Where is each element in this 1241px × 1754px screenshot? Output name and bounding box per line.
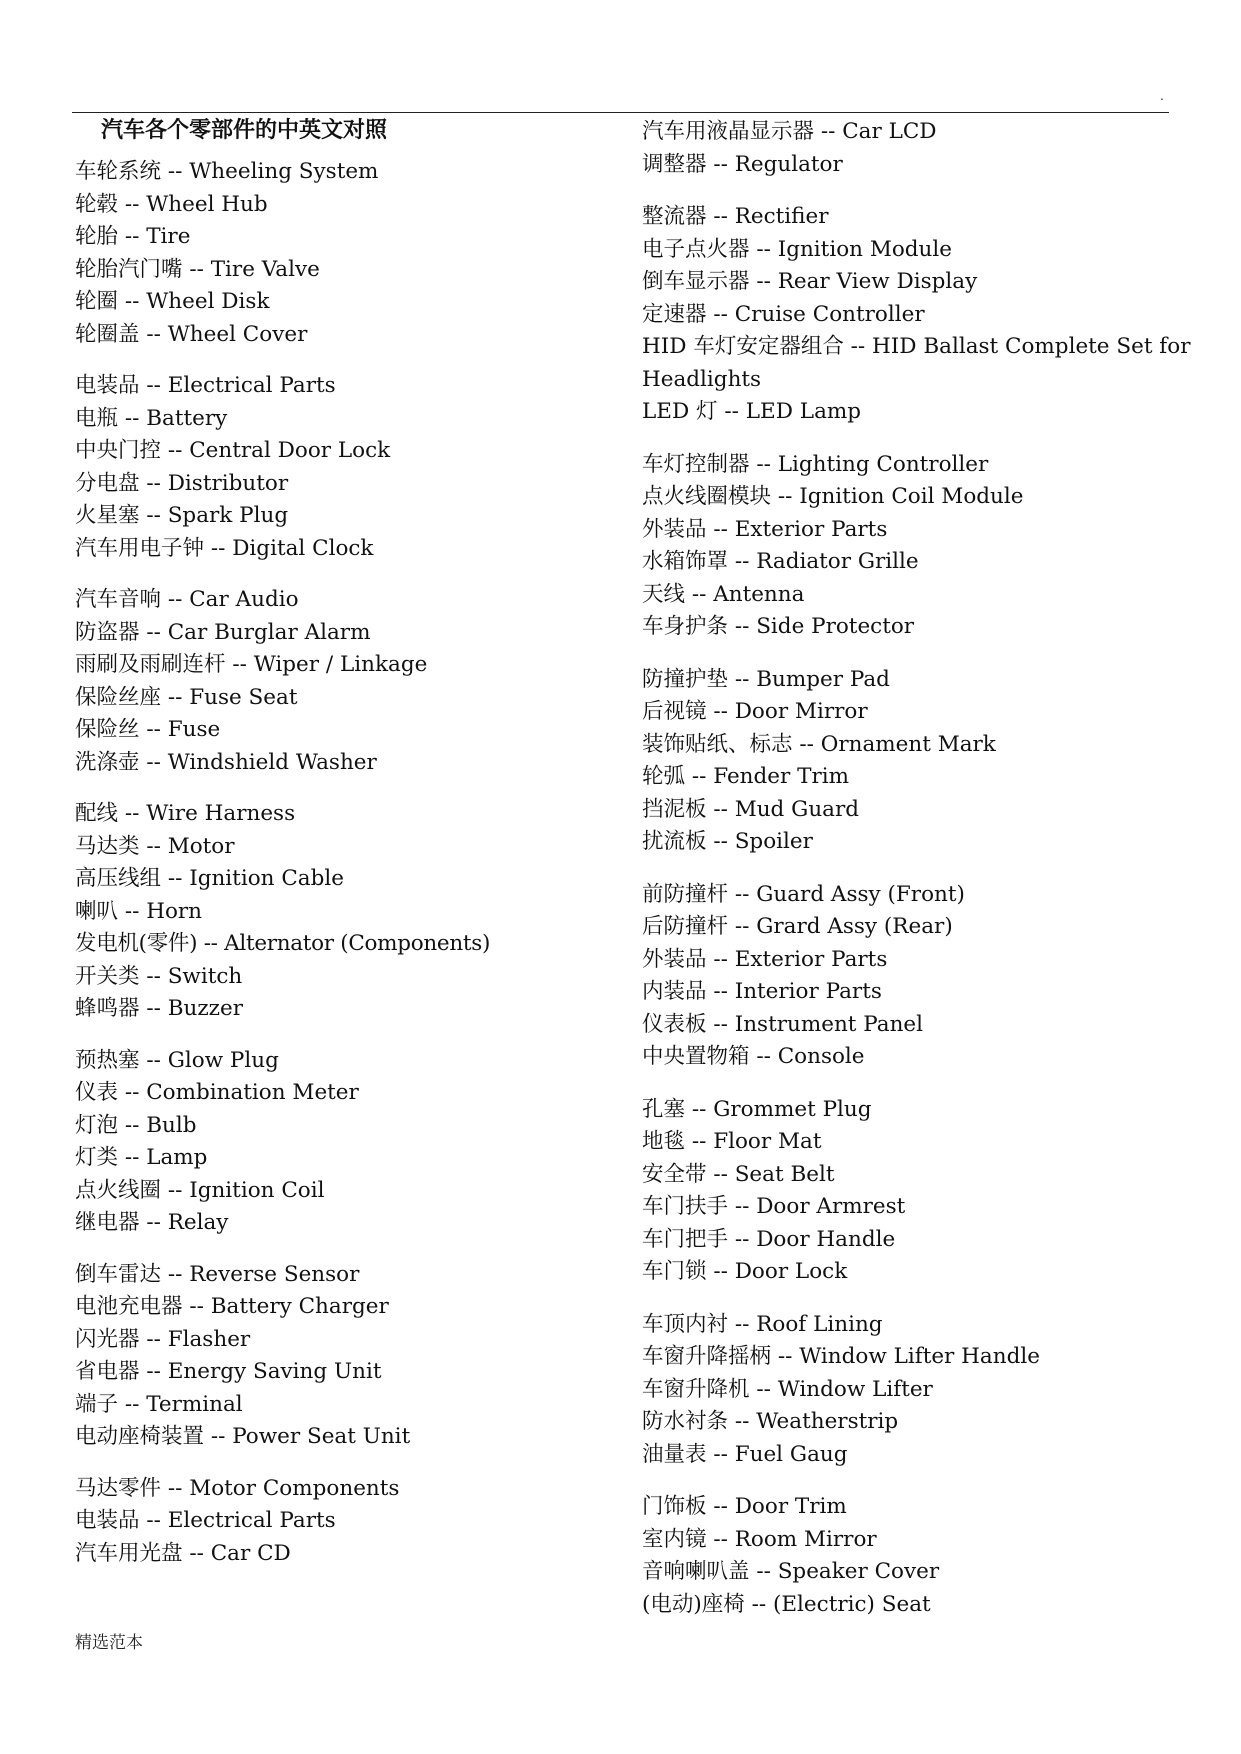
term-entry: 防撞护垫 -- Bumper Pad	[642, 666, 890, 692]
term-entry: 中央门控 -- Central Door Lock	[75, 438, 391, 463]
term-entry: 电装品 -- Electrical Parts	[75, 373, 336, 398]
term-entry: 保险丝座 -- Fuse Seat	[75, 684, 298, 710]
term-entry: 配线 -- Wire Harness	[75, 801, 296, 826]
term-entry: 孔塞 -- Grommet Plug	[642, 1096, 872, 1122]
term-group	[642, 1491, 1197, 1621]
term-entry: 洗涤壶 -- Windshield Washer	[75, 749, 377, 775]
term-entry: (电动)座椅 -- (Electric) Seat	[642, 1591, 931, 1617]
term-entry: 仪表 -- Combination Meter	[75, 1080, 359, 1105]
term-entry: 内装品 -- Interior Parts	[642, 979, 882, 1004]
term-entry: 电动座椅装置 -- Power Seat Unit	[75, 1424, 411, 1449]
header-mark: .	[1160, 87, 1164, 103]
term-entry: 调整器 -- Regulator	[642, 151, 843, 177]
term-entry: 防水衬条 -- Weatherstrip	[642, 1409, 899, 1434]
term-group	[642, 201, 1197, 429]
term-entry: 马达零件 -- Motor Components	[75, 1475, 400, 1501]
term-entry: 轮胎汽门嘴 -- Tire Valve	[75, 256, 320, 282]
footer-note: 精选范本	[75, 1633, 143, 1653]
term-entry: 中央置物箱 -- Console	[642, 1044, 865, 1069]
term-entry: 蜂鸣器 -- Buzzer	[75, 996, 244, 1021]
term-group	[642, 116, 1197, 181]
term-entry: 灯泡 -- Bulb	[75, 1112, 197, 1138]
term-entry: 车窗升降摇柄 -- Window Lifter Handle	[642, 1344, 1040, 1369]
term-entry: 室内镜 -- Room Mirror	[642, 1526, 877, 1552]
term-entry: 车窗升降机 -- Window Lifter	[642, 1376, 933, 1402]
term-entry: 音响喇叭盖 -- Speaker Cover	[642, 1559, 940, 1584]
term-group	[75, 156, 620, 351]
term-entry: 汽车用液晶显示器 -- Car LCD	[642, 119, 937, 144]
term-entry: HID 车灯安定器组合 -- HID Ballast Complete Set for Headlights	[642, 334, 1191, 392]
term-entry: 闪光器 -- Flasher	[75, 1326, 251, 1352]
term-entry: 倒车雷达 -- Reverse Sensor	[75, 1261, 360, 1287]
term-entry: 仪表板 -- Instrument Panel	[642, 1011, 924, 1037]
term-entry: 分电盘 -- Distributor	[75, 470, 289, 496]
term-entry: 车门把手 -- Door Handle	[642, 1226, 896, 1252]
left-column	[75, 116, 620, 1589]
term-entry: 电池充电器 -- Battery Charger	[75, 1294, 389, 1319]
term-entry: 发电机(零件) -- Alternator (Components)	[75, 931, 491, 956]
term-group	[642, 1094, 1197, 1289]
header-rule	[72, 112, 1169, 113]
term-group	[75, 798, 620, 1026]
term-entry: 汽车用电子钟 -- Digital Clock	[75, 535, 374, 561]
term-entry: 门饰板 -- Door Trim	[642, 1494, 847, 1519]
term-entry: 灯类 -- Lamp	[75, 1145, 208, 1170]
term-entry: 前防撞杆 -- Guard Assy (Front)	[642, 881, 965, 907]
term-entry: 车门锁 -- Door Lock	[642, 1259, 848, 1284]
term-entry: 定速器 -- Cruise Controller	[642, 301, 925, 327]
term-group	[75, 1473, 620, 1571]
term-entry: 外装品 -- Exterior Parts	[642, 946, 888, 972]
right-column	[642, 116, 1197, 1641]
term-entry: 防盗器 -- Car Burglar Alarm	[75, 619, 371, 645]
term-entry: 车身护条 -- Side Protector	[642, 614, 915, 639]
term-entry: 地毯 -- Floor Mat	[642, 1129, 822, 1154]
term-entry: 外装品 -- Exterior Parts	[642, 516, 888, 542]
term-entry: 点火线圈模块 -- Ignition Coil Module	[642, 484, 1024, 509]
term-entry: 轮胎 -- Tire	[75, 224, 191, 249]
term-entry: 扰流板 -- Spoiler	[642, 829, 813, 854]
term-entry: 车轮系统 -- Wheeling System	[75, 159, 379, 184]
term-entry: 汽车音响 -- Car Audio	[75, 587, 299, 612]
term-entry: 省电器 -- Energy Saving Unit	[75, 1359, 382, 1384]
term-group	[75, 1045, 620, 1240]
term-entry: 汽车用光盘 -- Car CD	[75, 1540, 291, 1566]
document-title: 汽车各个零部件的中英文对照	[101, 118, 388, 143]
term-group	[75, 370, 620, 565]
term-entry: 点火线圈 -- Ignition Coil	[75, 1177, 325, 1203]
term-group	[642, 449, 1197, 644]
term-entry: 整流器 -- Rectifier	[642, 204, 829, 229]
term-entry: 电瓶 -- Battery	[75, 405, 228, 431]
term-entry: 保险丝 -- Fuse	[75, 717, 221, 742]
term-entry: 装饰贴纸、标志 -- Ornament Mark	[642, 731, 996, 757]
term-entry: 轮圈盖 -- Wheel Cover	[75, 321, 308, 347]
term-entry: 油量表 -- Fuel Gaug	[642, 1441, 848, 1467]
term-entry: LED 灯 -- LED Lamp	[642, 399, 862, 424]
term-entry: 安全带 -- Seat Belt	[642, 1161, 835, 1187]
term-group	[642, 1309, 1197, 1472]
term-entry: 预热塞 -- Glow Plug	[75, 1047, 279, 1073]
term-entry: 车灯控制器 -- Lighting Controller	[642, 451, 989, 477]
term-entry: 车顶内衬 -- Roof Lining	[642, 1311, 883, 1337]
term-entry: 车门扶手 -- Door Armrest	[642, 1194, 906, 1219]
term-group	[75, 1259, 620, 1454]
term-entry: 天线 -- Antenna	[642, 581, 805, 607]
term-group	[642, 879, 1197, 1074]
term-group	[642, 664, 1197, 859]
term-entry: 后防撞杆 -- Grard Assy (Rear)	[642, 914, 953, 939]
term-entry: 喇叭 -- Horn	[75, 898, 203, 924]
term-entry: 开关类 -- Switch	[75, 963, 243, 989]
term-entry: 电装品 -- Electrical Parts	[75, 1508, 336, 1533]
term-entry: 倒车显示器 -- Rear View Display	[642, 269, 978, 294]
term-entry: 继电器 -- Relay	[75, 1210, 229, 1235]
term-entry: 水箱饰罩 -- Radiator Grille	[642, 549, 919, 574]
term-entry: 端子 -- Terminal	[75, 1391, 243, 1417]
term-group	[75, 584, 620, 779]
term-entry: 轮毂 -- Wheel Hub	[75, 191, 268, 217]
term-entry: 电子点火器 -- Ignition Module	[642, 236, 952, 262]
term-entry: 轮圈 -- Wheel Disk	[75, 289, 270, 314]
term-entry: 高压线组 -- Ignition Cable	[75, 866, 344, 891]
term-entry: 火星塞 -- Spark Plug	[75, 503, 289, 528]
term-entry: 轮弧 -- Fender Trim	[642, 764, 849, 789]
term-entry: 后视镜 -- Door Mirror	[642, 699, 868, 724]
term-entry: 马达类 -- Motor	[75, 833, 235, 859]
term-entry: 雨刷及雨刷连杆 -- Wiper / Linkage	[75, 652, 428, 677]
term-entry: 挡泥板 -- Mud Guard	[642, 796, 860, 822]
